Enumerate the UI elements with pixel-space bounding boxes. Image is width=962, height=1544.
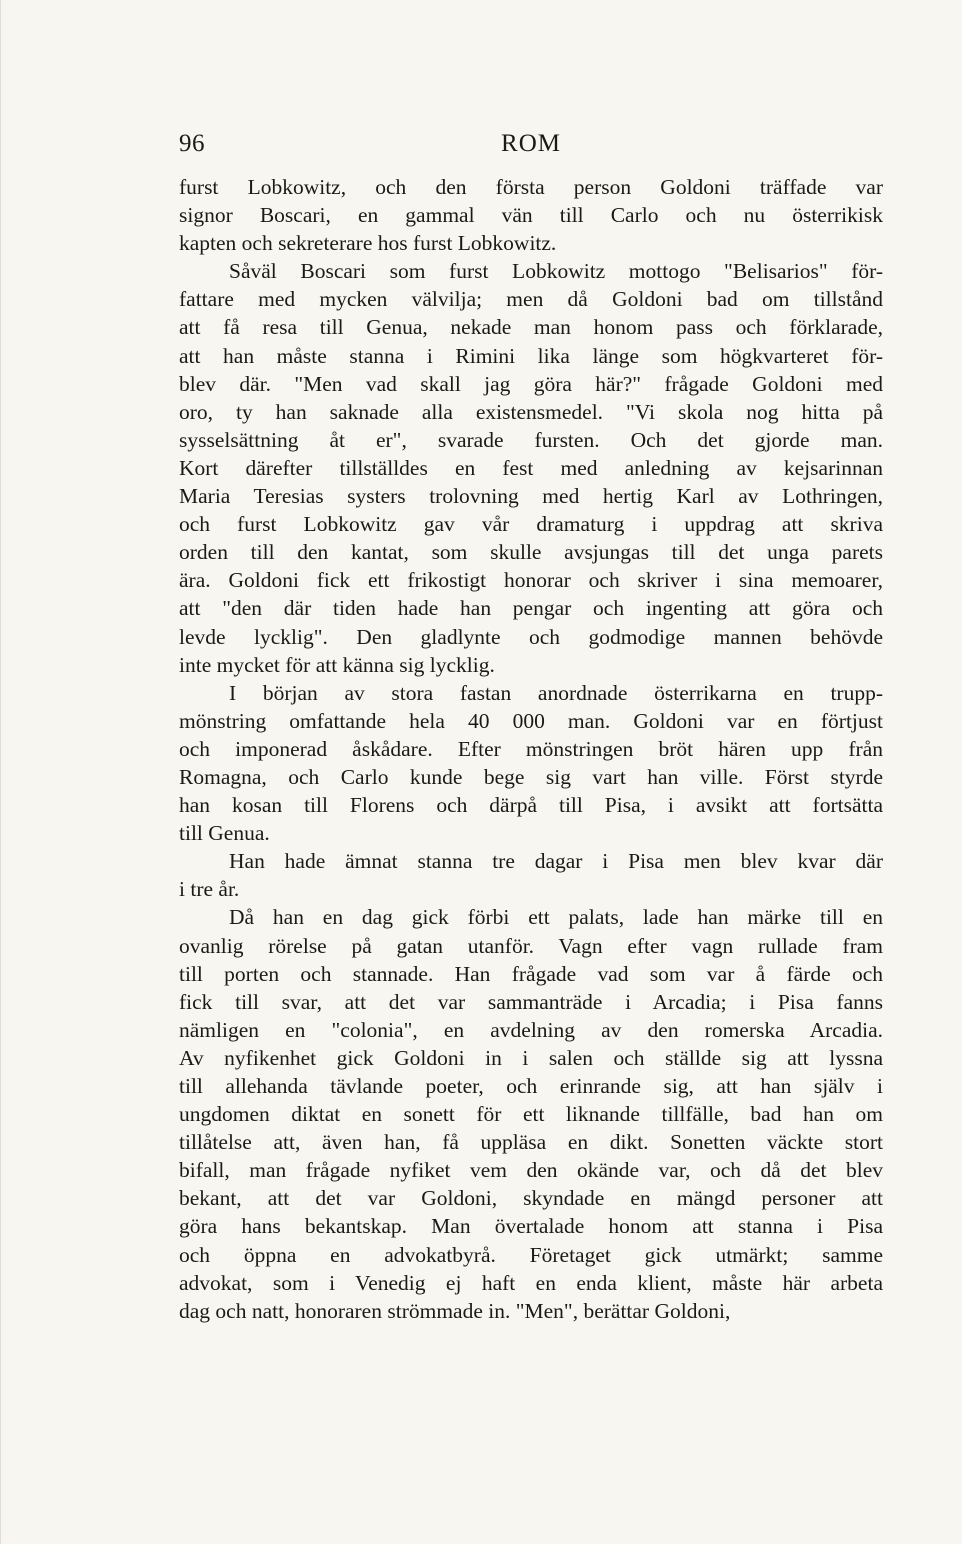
- text-line: ungdomen diktat en sonett för ett liknande tillfälle, bad han om: [179, 1102, 883, 1127]
- text-line: till porten och stannade. Han frågade vad som var å färde och: [179, 961, 883, 986]
- text-line: ovanlig rörelse på gatan utanför. Vagn efter vagn rullade fram: [179, 933, 883, 958]
- text-line: och öppna en advokatbyrå. Företaget gick utmärkt; samme: [179, 1242, 883, 1267]
- running-title: ROM: [501, 130, 561, 157]
- paragraph: [179, 257, 883, 678]
- text-line: han kosan till Florens och därpå till Pisa, i avsikt att fortsätta: [179, 793, 883, 818]
- body-text: [179, 173, 883, 1325]
- text-line: i tre år.: [179, 877, 240, 902]
- text-line: bekant, att det var Goldoni, skyndade en mängd personer att: [179, 1186, 883, 1211]
- text-line: nämligen en "colonia", en avdelning av den romerska Arcadia.: [179, 1017, 883, 1042]
- paragraph: [179, 903, 883, 1324]
- text-line: göra hans bekantskap. Man övertalade honom att stanna i Pisa: [179, 1214, 883, 1239]
- text-line: Såväl Boscari som furst Lobkowitz mottogo "Belisarios" för-: [229, 259, 883, 284]
- text-line: Maria Teresias systers trolovning med hertig Karl av Lothringen,: [179, 484, 883, 509]
- text-line: Han hade ämnat stanna tre dagar i Pisa men blev kvar där: [229, 849, 883, 874]
- page-number: 96: [179, 130, 205, 157]
- paragraph: [179, 847, 883, 903]
- text-line: ära. Goldoni fick ett frikostigt honorar och skriver i sina memoarer,: [179, 568, 883, 593]
- text-line: blev där. "Men vad skall jag göra här?" frågade Goldoni med: [179, 371, 883, 396]
- text-line: Kort därefter tillställdes en fest med anledning av kejsarinnan: [179, 455, 883, 480]
- text-line: I början av stora fastan anordnade österrikarna en trupp-: [229, 680, 883, 705]
- paragraph: [179, 679, 883, 848]
- text-line: Av nyfikenhet gick Goldoni in i salen och ställde sig att lyssna: [179, 1045, 883, 1070]
- text-line: till allehanda tävlande poeter, och erinrande sig, att han själv i: [179, 1074, 883, 1098]
- text-line: fattare med mycken välvilja; men då Goldoni bad om tillstånd: [179, 287, 883, 312]
- text-line: bifall, man frågade nyfiket vem den okände var, och då det blev: [179, 1158, 883, 1183]
- text-line: och imponerad åskådare. Efter mönstringen bröt hären upp från: [179, 736, 883, 761]
- text-line: Då han en dag gick förbi ett palats, lade han märke till en: [229, 905, 883, 930]
- text-line: att "den där tiden hade han pengar och ingenting att göra och: [179, 596, 883, 621]
- text-line: oro, ty han saknade alla existensmedel. "Vi skola nog hitta på: [179, 399, 883, 424]
- text-line: levde lycklig". Den gladlynte och godmodige mannen behövde: [179, 624, 883, 649]
- text-line: tillåtelse att, även han, få uppläsa en dikt. Sonetten väckte stort: [179, 1130, 883, 1155]
- text-line: att han måste stanna i Rimini lika länge som högkvarteret för-: [179, 343, 883, 368]
- text-line: kapten och sekreterare hos furst Lobkowitz.: [179, 231, 557, 256]
- text-line: dag och natt, honoraren strömmade in. "Men", berättar Goldoni,: [179, 1298, 731, 1323]
- text-line: och furst Lobkowitz gav vår dramaturg i uppdrag att skriva: [179, 512, 883, 537]
- text-line: inte mycket för att känna sig lycklig.: [179, 652, 495, 677]
- paragraph: [179, 173, 883, 257]
- text-line: signor Boscari, en gammal vän till Carlo och nu österrikisk: [179, 203, 883, 228]
- text-line: mönstring omfattande hela 40 000 man. Goldoni var en förtjust: [179, 708, 883, 733]
- text-line: Romagna, och Carlo kunde bege sig vart han ville. Först styrde: [179, 764, 883, 789]
- text-line: fick till svar, att det var sammanträde i Arcadia; i Pisa fanns: [179, 989, 883, 1014]
- text-line: till Genua.: [179, 821, 270, 846]
- text-line: att få resa till Genua, nekade man honom pass och förklarade,: [179, 315, 883, 340]
- text-line: advokat, som i Venedig ej haft en enda klient, måste här arbeta: [179, 1270, 883, 1295]
- text-line: furst Lobkowitz, och den första person Goldoni träffade var: [179, 175, 883, 199]
- text-line: sysselsättning åt er", svarade fursten. Och det gjorde man.: [179, 427, 883, 452]
- text-line: orden till den kantat, som skulle avsjungas till det unga parets: [179, 540, 883, 565]
- page-header: [179, 130, 883, 164]
